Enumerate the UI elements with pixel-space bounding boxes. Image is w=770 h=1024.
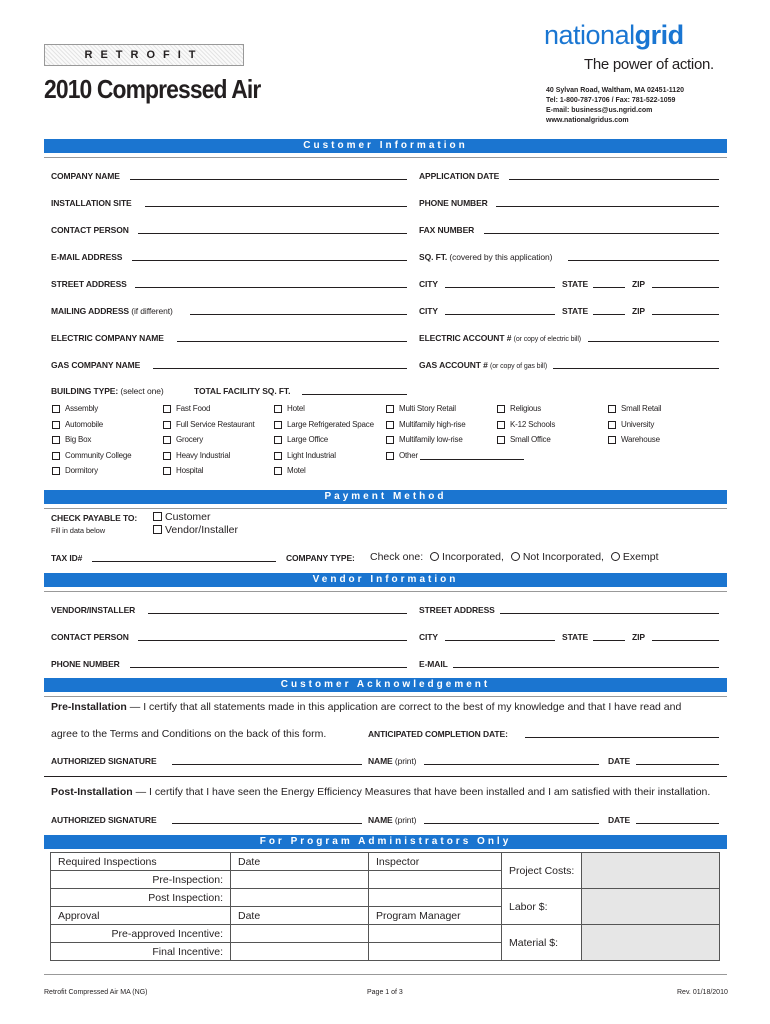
vendor-email-field[interactable] <box>453 667 719 668</box>
installation-site-field[interactable] <box>145 206 407 207</box>
name-print-label <box>368 756 416 766</box>
vendor-city-label: CITY <box>419 632 438 642</box>
building-type-option-label: Large Office <box>287 435 329 444</box>
city-field-2[interactable] <box>445 314 555 315</box>
final-incentive-date[interactable] <box>231 943 369 961</box>
material-label: Material $: <box>502 925 582 961</box>
zip-label: ZIP <box>632 279 645 289</box>
material-field[interactable] <box>582 925 720 961</box>
electric-account-field[interactable] <box>588 341 719 342</box>
sq-ft-label <box>419 252 552 262</box>
vendor-installer-label: VENDOR/INSTALLER <box>51 605 136 615</box>
state-label: STATE <box>562 279 589 289</box>
building-type-checkbox[interactable] <box>163 421 171 429</box>
building-type-option-label: Dormitory <box>65 466 98 475</box>
authorized-signature-label-2: AUTHORIZED SIGNATURE <box>51 815 157 825</box>
logo-tagline: The power of action. <box>584 56 714 73</box>
vendor-street-label: STREET ADDRESS <box>419 605 495 615</box>
name-text-2: NAME <box>368 815 393 825</box>
building-type-checkbox[interactable] <box>52 421 60 429</box>
anticipated-completion-label: ANTICIPATED COMPLETION DATE: <box>368 729 508 739</box>
gas-account-field[interactable] <box>553 368 719 369</box>
other-building-type-field[interactable] <box>420 459 524 460</box>
building-type-checkbox[interactable] <box>274 421 282 429</box>
building-type-checkbox[interactable] <box>274 405 282 413</box>
anticipated-completion-field[interactable] <box>525 737 719 738</box>
post-installation-text: — I certify that I have seen the Energy Efficiency Measures that have been installed and I am satisfied with their installation. <box>132 786 711 798</box>
building-type-option-label: Other <box>399 450 419 460</box>
name-print-field[interactable] <box>424 764 599 765</box>
zip-field[interactable] <box>652 287 719 288</box>
building-type-checkbox[interactable] <box>163 452 171 460</box>
incorporated-radio[interactable] <box>430 552 439 561</box>
admin-table <box>50 852 720 961</box>
retrofit-badge: RETROFIT <box>44 44 244 66</box>
pre-approved-incentive-label: Pre-approved Incentive: <box>51 925 231 943</box>
phone-number-field[interactable] <box>496 206 719 207</box>
fax-number-field[interactable] <box>484 233 719 234</box>
gas-account-text: GAS ACCOUNT # <box>419 360 488 370</box>
building-type-option-label: Large Refrigerated Space <box>287 419 374 429</box>
program-manager-header: Program Manager <box>369 907 502 925</box>
contact-address <box>546 86 684 126</box>
tax-id-field[interactable] <box>92 561 276 562</box>
building-type-text: BUILDING TYPE: <box>51 386 119 396</box>
project-costs-label: Project Costs: <box>502 853 582 889</box>
print-note-2: (print) <box>394 815 417 825</box>
vendor-option-label: Vendor/Installer <box>165 524 238 536</box>
state-field-2[interactable] <box>593 314 625 315</box>
sq-ft-note: (covered by this application) <box>449 252 553 262</box>
total-facility-sqft-field[interactable] <box>302 394 407 395</box>
building-type-option-label: Automobile <box>65 419 104 429</box>
footer-form-name: Retrofit Compressed Air MA (NG) <box>44 989 148 996</box>
authorized-signature-label: AUTHORIZED SIGNATURE <box>51 756 157 766</box>
check-one-text: Check one: <box>370 551 424 563</box>
application-date-field[interactable] <box>509 179 719 180</box>
post-installation-statement <box>51 786 710 798</box>
gas-company-label: GAS COMPANY NAME <box>51 360 141 370</box>
incorporated-label: Incorporated, <box>442 551 504 563</box>
final-incentive-manager[interactable] <box>369 943 502 961</box>
building-type-checkbox[interactable] <box>52 452 60 460</box>
contact-person-label: CONTACT PERSON <box>51 225 129 235</box>
total-facility-sqft-label: TOTAL FACILITY SQ. FT. <box>194 386 291 396</box>
labor-field[interactable] <box>582 889 720 925</box>
fill-in-note: Fill in data below <box>51 526 106 535</box>
vendor-option[interactable] <box>153 524 238 536</box>
divider <box>44 508 727 509</box>
building-type-checkbox[interactable] <box>274 467 282 475</box>
vendor-email-label: E-MAIL <box>419 659 448 669</box>
vendor-state-field[interactable] <box>593 640 625 641</box>
building-type-checkbox[interactable] <box>386 452 394 460</box>
building-type-option-label: Motel <box>287 466 306 475</box>
electric-company-label: ELECTRIC COMPANY NAME <box>51 333 164 343</box>
building-type-option-label: Small Office <box>510 435 551 444</box>
building-type-checkbox[interactable] <box>497 436 505 444</box>
mailing-address-text: MAILING ADDRESS <box>51 306 129 316</box>
building-type-option-label: K-12 Schools <box>510 419 556 429</box>
state-label-2: STATE <box>562 306 589 316</box>
building-type-option-label: Community College <box>65 450 132 460</box>
building-type-option-label: Hospital <box>176 466 204 475</box>
approval-date-header: Date <box>231 907 369 925</box>
authorized-signature-field-2[interactable] <box>172 823 362 824</box>
vendor-info-header: Vendor Information <box>44 573 727 587</box>
building-type-checkbox[interactable] <box>163 436 171 444</box>
logo-text-grid: grid <box>634 20 684 50</box>
electric-account-label <box>419 333 581 343</box>
pre-installation-heading: Pre-Installation <box>51 701 127 713</box>
company-type-label: COMPANY TYPE: <box>286 553 355 563</box>
building-type-checkbox[interactable] <box>52 467 60 475</box>
post-installation-heading: Post-Installation <box>51 786 133 798</box>
footer-page-number: Page 1 of 3 <box>367 989 403 996</box>
building-type-option-label: Light Industrial <box>287 450 336 460</box>
inspector-header-cell: Inspector <box>369 853 502 871</box>
pre-installation-text: — I certify that all statements made in this application are correct to the best of my knowledge and that I have read and <box>126 701 682 713</box>
gas-account-label <box>419 360 547 370</box>
street-address-field[interactable] <box>135 287 407 288</box>
date-label: DATE <box>608 756 631 766</box>
vendor-contact-field[interactable] <box>138 640 407 641</box>
tax-id-label: TAX ID# <box>51 553 83 563</box>
electric-account-text: ELECTRIC ACCOUNT # <box>419 333 512 343</box>
vendor-phone-label: PHONE NUMBER <box>51 659 120 669</box>
company-name-field[interactable] <box>130 179 407 180</box>
state-field[interactable] <box>593 287 625 288</box>
customer-checkbox[interactable] <box>153 512 162 521</box>
building-type-checkbox[interactable] <box>497 405 505 413</box>
check-payable-label: CHECK PAYABLE TO: <box>51 513 138 523</box>
vendor-contact-label: CONTACT PERSON <box>51 632 129 642</box>
building-type-option-label: Heavy Industrial <box>176 450 231 460</box>
building-type-checkbox[interactable] <box>52 436 60 444</box>
email-address-label: E-MAIL ADDRESS <box>51 252 123 262</box>
tel-fax-line: Tel: 1-800-787-1706 / Fax: 781-522-1059 <box>546 97 676 104</box>
building-type-checkbox[interactable] <box>52 405 60 413</box>
company-name-label: COMPANY NAME <box>51 171 120 181</box>
building-type-option-label: Warehouse <box>621 435 660 444</box>
building-type-option-label: Big Box <box>65 435 92 444</box>
name-print-label-2 <box>368 815 416 825</box>
pre-approved-incentive-date[interactable] <box>231 925 369 943</box>
labor-label: Labor $: <box>502 889 582 925</box>
building-type-label <box>51 386 164 396</box>
divider <box>44 591 727 592</box>
building-type-checkbox[interactable] <box>386 421 394 429</box>
building-type-checkbox[interactable] <box>386 405 394 413</box>
mailing-address-label <box>51 306 173 316</box>
building-type-option-label: Multifamily low-rise <box>399 435 463 444</box>
date-header-cell: Date <box>231 853 369 871</box>
city-label-2: CITY <box>419 306 438 316</box>
customer-option-label: Customer <box>165 511 211 523</box>
exempt-radio[interactable] <box>611 552 620 561</box>
customer-option[interactable] <box>153 511 211 523</box>
date-field[interactable] <box>636 764 719 765</box>
payment-method-header: Payment Method <box>44 490 727 504</box>
building-type-option-label: Assembly <box>65 404 99 413</box>
gas-company-field[interactable] <box>153 368 407 369</box>
divider <box>44 776 727 777</box>
project-costs-field[interactable] <box>582 853 720 889</box>
building-type-option-label: Small Retail <box>621 404 662 413</box>
building-type-checkbox[interactable] <box>497 421 505 429</box>
footer-divider <box>44 974 727 975</box>
building-type-option-label: Full Service Restaurant <box>176 419 255 429</box>
building-type-note: (select one) <box>120 386 164 396</box>
name-print-field-2[interactable] <box>424 823 599 824</box>
building-type-option-label: Multifamily high-rise <box>399 419 466 429</box>
electric-account-note: (or copy of electric bill) <box>513 336 582 343</box>
email-address-field[interactable] <box>132 260 407 261</box>
mailing-address-note: (if different) <box>131 306 173 316</box>
installation-site-label: INSTALLATION SITE <box>51 198 132 208</box>
customer-info-header: Customer Information <box>44 139 727 153</box>
city-field[interactable] <box>445 287 555 288</box>
building-type-checkbox[interactable] <box>608 421 616 429</box>
mailing-address-field[interactable] <box>190 314 407 315</box>
building-type-checkbox[interactable] <box>386 436 394 444</box>
street-address-label: STREET ADDRESS <box>51 279 127 289</box>
fax-number-label: FAX NUMBER <box>419 225 475 235</box>
date-label-2: DATE <box>608 815 631 825</box>
divider <box>44 696 727 697</box>
exempt-label: Exempt <box>622 551 659 563</box>
vendor-phone-field[interactable] <box>130 667 407 668</box>
national-grid-logo <box>544 20 684 51</box>
terms-statement: agree to the Terms and Conditions on the back of this form. <box>51 728 327 740</box>
application-date-label: APPLICATION DATE <box>419 171 500 181</box>
pre-inspection-inspector[interactable] <box>369 871 502 889</box>
acknowledgement-header: Customer Acknowledgement <box>44 678 727 692</box>
company-type-options <box>370 551 659 563</box>
city-label: CITY <box>419 279 438 289</box>
post-inspection-date[interactable] <box>231 889 369 907</box>
address-line: 40 Sylvan Road, Waltham, MA 02451-1120 <box>546 87 684 94</box>
admin-only-header: For Program Administrators Only <box>44 835 727 849</box>
building-type-checkbox[interactable] <box>608 436 616 444</box>
pre-inspection-date[interactable] <box>231 871 369 889</box>
vendor-zip-label: ZIP <box>632 632 645 642</box>
gas-account-note: (or copy of gas bill) <box>490 363 548 370</box>
vendor-state-label: STATE <box>562 632 589 642</box>
building-type-option-label: Multi Story Retail <box>399 404 456 413</box>
name-text: NAME <box>368 756 393 766</box>
pre-installation-statement <box>51 701 681 713</box>
approval-cell: Approval <box>51 907 231 925</box>
vendor-installer-field[interactable] <box>148 613 407 614</box>
pre-approved-incentive-manager[interactable] <box>369 925 502 943</box>
website-line: www.nationalgridus.com <box>546 117 629 124</box>
not-incorporated-radio[interactable] <box>511 552 520 561</box>
final-incentive-label: Final Incentive: <box>51 943 231 961</box>
logo-text-national: national <box>544 20 635 50</box>
contact-person-field[interactable] <box>138 233 407 234</box>
form-title: 2010 Compressed Air <box>44 74 261 104</box>
email-line: E-mail: business@us.ngrid.com <box>546 107 653 114</box>
vendor-street-field[interactable] <box>500 613 719 614</box>
building-type-checkbox[interactable] <box>608 405 616 413</box>
zip-field-2[interactable] <box>652 314 719 315</box>
building-type-option-label: Fast Food <box>176 404 211 413</box>
required-inspections-cell: Required Inspections <box>51 853 231 871</box>
building-type-checkbox[interactable] <box>274 452 282 460</box>
vendor-zip-field[interactable] <box>652 640 719 641</box>
building-type-option-label: Hotel <box>287 404 305 413</box>
building-type-option-label: Grocery <box>176 435 204 444</box>
building-type-checkbox[interactable] <box>163 467 171 475</box>
phone-number-label: PHONE NUMBER <box>419 198 488 208</box>
sq-ft-field[interactable] <box>568 260 719 261</box>
vendor-city-field[interactable] <box>445 640 555 641</box>
footer-revision: Rev. 01/18/2010 <box>677 989 728 996</box>
sq-ft-text: SQ. FT. <box>419 252 448 262</box>
electric-company-field[interactable] <box>177 341 407 342</box>
building-type-checkbox[interactable] <box>163 405 171 413</box>
divider <box>44 157 727 158</box>
building-type-option-label: Religious <box>510 404 542 413</box>
pre-inspection-label: Pre-Inspection: <box>51 871 231 889</box>
not-incorporated-label: Not Incorporated, <box>522 551 604 563</box>
vendor-checkbox[interactable] <box>153 525 162 534</box>
building-type-checkbox[interactable] <box>274 436 282 444</box>
post-inspection-inspector[interactable] <box>369 889 502 907</box>
building-type-option-label: University <box>621 419 655 429</box>
print-note: (print) <box>394 756 417 766</box>
authorized-signature-field[interactable] <box>172 764 362 765</box>
zip-label-2: ZIP <box>632 306 645 316</box>
date-field-2[interactable] <box>636 823 719 824</box>
post-inspection-label: Post Inspection: <box>51 889 231 907</box>
